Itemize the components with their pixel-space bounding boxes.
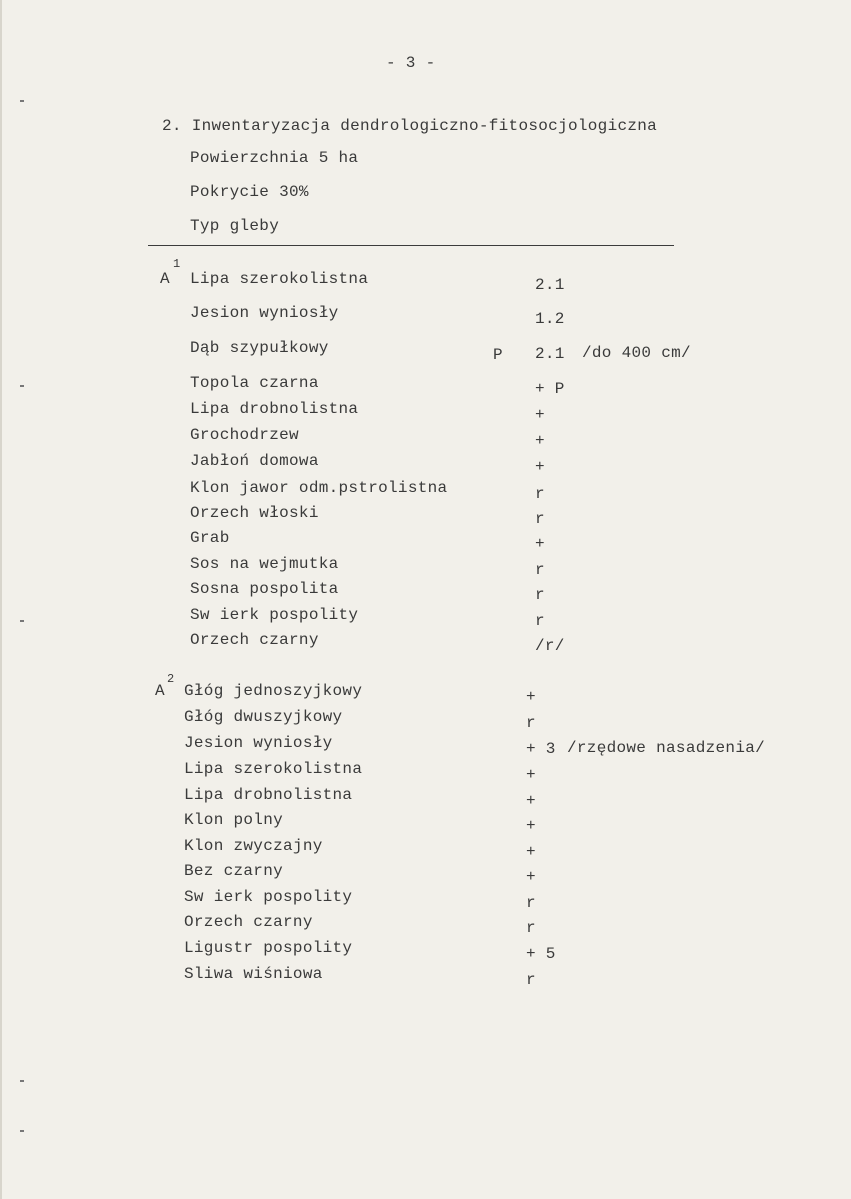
margin-mark [20, 385, 24, 387]
section-title: 2. Inwentaryzacja dendrologiczno-fitosocjologiczna [162, 117, 658, 135]
species-name: Bez czarny [184, 862, 284, 880]
margin-mark [20, 620, 24, 622]
species-value: 2.1 [535, 345, 565, 363]
species-value: r [535, 586, 545, 604]
margin-mark [20, 1080, 24, 1082]
species-note: /do 400 cm/ [582, 344, 691, 362]
species-value: + [535, 432, 545, 450]
species-name: Sliwa wiśniowa [184, 965, 323, 983]
species-name: Dąb szypułkowy [190, 339, 329, 357]
species-value: r [526, 971, 536, 989]
species-name: Orzech czarny [190, 631, 319, 649]
species-name: Jesion wyniosły [190, 304, 339, 322]
species-name: Klon polny [184, 811, 284, 829]
species-value: + P [535, 380, 565, 398]
species-value: + 5 [526, 945, 556, 963]
species-name: Jesion wyniosły [184, 734, 333, 752]
species-prefix: P [493, 346, 503, 364]
layer-a2-label: A [155, 682, 165, 700]
species-value: + [526, 817, 536, 835]
divider-line [148, 245, 674, 246]
species-value: r [535, 561, 545, 579]
species-value: r [535, 510, 545, 528]
species-value: r [535, 612, 545, 630]
area-line: Powierzchnia 5 ha [190, 149, 359, 167]
species-name: Sosna pospolita [190, 580, 339, 598]
species-name: Sw ierk pospolity [190, 606, 359, 624]
layer-a1-label: A [160, 270, 170, 288]
margin-mark [20, 100, 24, 102]
page-number: - 3 - [386, 54, 436, 72]
species-value: r [535, 485, 545, 503]
species-value: r [526, 919, 536, 937]
species-value: r [526, 894, 536, 912]
species-value: 2.1 [535, 276, 565, 294]
species-name: Grab [190, 529, 230, 547]
species-name: Klon zwyczajny [184, 837, 323, 855]
species-name: Lipa drobnolistna [190, 400, 359, 418]
species-name: Topola czarna [190, 374, 319, 392]
species-name: Lipa szerokolistna [184, 760, 363, 778]
layer-a1-superscript: 1 [173, 257, 181, 271]
species-value: + [535, 535, 545, 553]
species-name: Orzech czarny [184, 913, 313, 931]
species-value: + [526, 843, 536, 861]
species-name: Sos na wejmutka [190, 555, 339, 573]
species-value: + [535, 458, 545, 476]
species-value: + [526, 792, 536, 810]
species-name: Grochodrzew [190, 426, 299, 444]
margin-mark [20, 1130, 24, 1132]
species-name: Jabłoń domowa [190, 452, 319, 470]
species-name: Głóg jednoszyjkowy [184, 682, 363, 700]
species-value: + [526, 688, 536, 706]
species-value: + 3 [526, 740, 556, 758]
species-name: Sw ierk pospolity [184, 888, 353, 906]
layer-a2-superscript: 2 [167, 672, 175, 686]
species-name: Orzech włoski [190, 504, 319, 522]
species-name: Głóg dwuszyjkowy [184, 708, 343, 726]
species-value: /r/ [535, 637, 565, 655]
species-name: Ligustr pospolity [184, 939, 353, 957]
coverage-line: Pokrycie 30% [190, 183, 309, 201]
species-name: Lipa szerokolistna [190, 270, 369, 288]
species-note: /rzędowe nasadzenia/ [567, 739, 766, 757]
species-name: Lipa drobnolistna [184, 786, 353, 804]
species-name: Klon jawor odm.pstrolistna [190, 479, 448, 497]
species-value: 1.2 [535, 310, 565, 328]
species-value: + [526, 868, 536, 886]
species-value: r [526, 714, 536, 732]
soil-line: Typ gleby [190, 217, 280, 235]
species-value: + [535, 406, 545, 424]
species-value: + [526, 766, 536, 784]
